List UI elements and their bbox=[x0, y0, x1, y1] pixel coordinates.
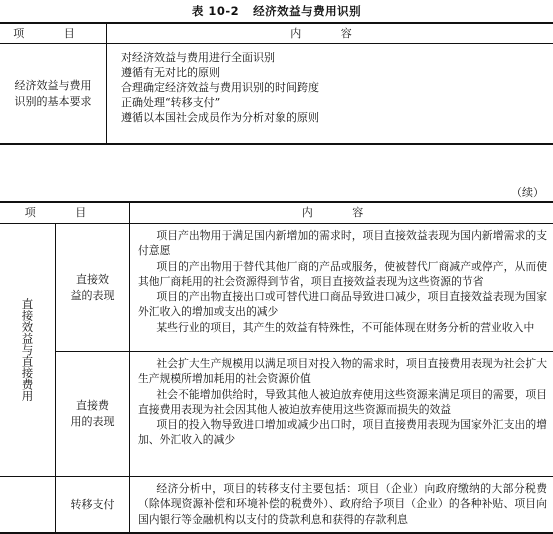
requirements-list bbox=[107, 44, 553, 145]
requirements-table bbox=[0, 22, 553, 145]
list-item: 合理确定经济效益与费用识别的时间跨度 bbox=[121, 80, 553, 95]
row-content bbox=[130, 224, 553, 352]
list-item: 遵循以本国社会成员作为分析对象的原则 bbox=[121, 110, 553, 125]
paragraph: 项目的产出物用于替代其他厂商的产品或服务，使被替代厂商减产或停产，从而使其他厂商耗用的社会资源得到节省，项目直接效益表现为这些资源的节省 bbox=[138, 259, 547, 290]
row-content bbox=[130, 477, 553, 534]
continued-label: （续） bbox=[511, 184, 544, 200]
row-label: 经济效益与费用 识别的基本要求 bbox=[0, 44, 107, 145]
row-label: 直接效 益的表现 bbox=[56, 224, 130, 352]
list-item: 对经济效益与费用进行全面识别 bbox=[121, 50, 553, 65]
header-item: 项 目 bbox=[0, 23, 107, 44]
row-label: 直接费 用的表现 bbox=[56, 352, 130, 477]
table-row bbox=[0, 44, 553, 145]
table-caption bbox=[0, 3, 553, 19]
row-label: 转移支付 bbox=[56, 477, 130, 534]
table-header-row bbox=[0, 23, 553, 44]
paragraph: 项目的投入物导致进口增加或减少出口时，项目直接费用表现为国家外汇支出的增加、外汇收入的减少 bbox=[138, 417, 547, 448]
empty-cell bbox=[0, 477, 56, 534]
paragraph: 项目的产出物直接出口或可替代进口商品导致进口减少，项目直接效益表现为国家外汇收入的增加或支出的减少 bbox=[138, 289, 547, 320]
header-item: 项 目 bbox=[0, 202, 130, 224]
table-row bbox=[0, 224, 553, 352]
list-item: 正确处理“转移支付” bbox=[121, 95, 553, 110]
paragraph: 项目产出物用于满足国内新增加的需求时，项目直接效益表现为国内新增需求的支付意愿 bbox=[138, 228, 547, 259]
list-item: 遵循有无对比的原则 bbox=[121, 65, 553, 80]
table-number: 表 10-2 bbox=[192, 4, 239, 18]
header-content: 内 容 bbox=[107, 23, 553, 44]
row-content bbox=[130, 352, 553, 477]
table-row bbox=[0, 477, 553, 534]
table-title: 经济效益与费用识别 bbox=[253, 4, 361, 18]
paragraph: 社会不能增加供给时，导致其他人被迫放弃使用这些资源来满足项目的需要，项目直接费用表现为社会因其他人被迫放弃使用这些资源而损失的效益 bbox=[138, 387, 547, 418]
table-row bbox=[0, 352, 553, 477]
table-header-row bbox=[0, 202, 553, 224]
paragraph: 经济分析中，项目的转移支付主要包括：项目（企业）向政府缴纳的大部分税费（除体现资源补偿和环境补偿的税费外）、政府给予项目（企业）的各种补贴、项目向国内银行等金融机构以支付的贷款利息和获得的存款利息 bbox=[138, 481, 547, 527]
group-label: 直接效益与直接费用 bbox=[0, 224, 56, 477]
header-content: 内 容 bbox=[130, 202, 553, 224]
paragraph: 社会扩大生产规模用以满足项目对投入物的需求时，项目直接费用表现为社会扩大生产规模所增加耗用的社会资源价值 bbox=[138, 356, 547, 387]
paragraph: 某些行业的项目，其产生的效益有特殊性，不可能体现在财务分析的营业收入中 bbox=[138, 320, 547, 335]
benefits-costs-table bbox=[0, 201, 553, 534]
